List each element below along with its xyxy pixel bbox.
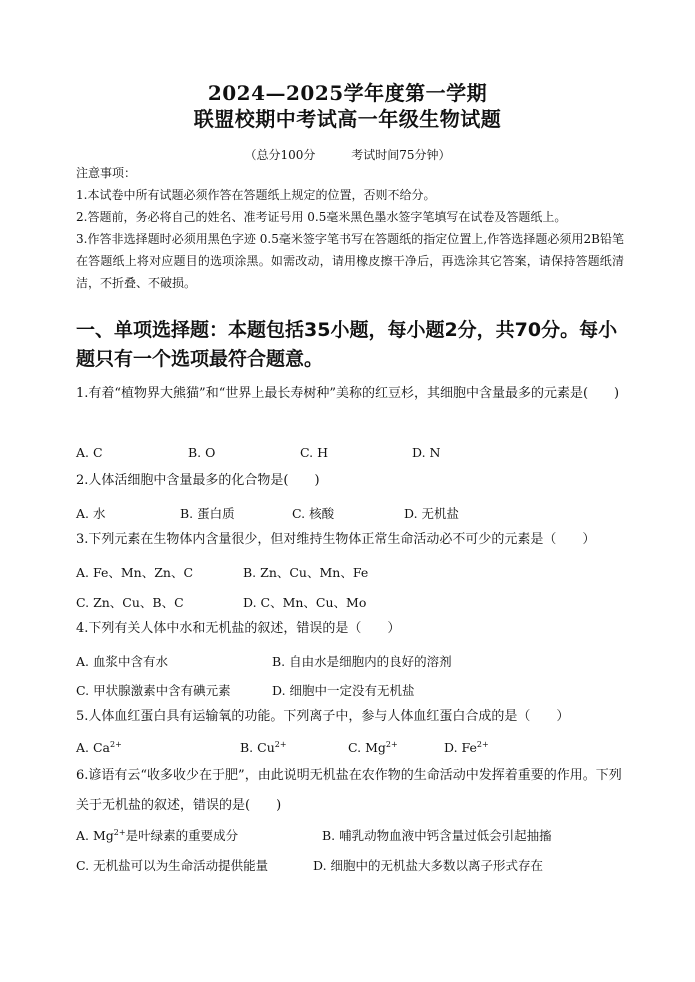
option: B. 自由水是细胞内的良好的溶剂 — [272, 654, 452, 669]
option: A. C — [76, 445, 103, 460]
option — [240, 740, 287, 755]
question-2-stem: 2.人体活细胞中含量最多的化合物是( ) — [76, 473, 320, 488]
ion-charge: 2+ — [385, 740, 398, 749]
option: C. H — [300, 445, 328, 460]
exam-time: 考试时间75分钟） — [351, 148, 451, 162]
option: C. 无机盐可以为生命活动提供能量 — [76, 858, 269, 873]
option: C. Zn、Cu、B、C — [76, 595, 184, 610]
option — [348, 740, 398, 755]
option-text: A. Ca — [76, 740, 110, 756]
option: D. 细胞中一定没有无机盐 — [272, 683, 415, 698]
exam-title-line2: 联盟校期中考试高一年级生物试题 — [193, 107, 502, 131]
option-text-tail: 是叶绿素的重要成分 — [125, 828, 239, 843]
ion-charge: 2+ — [110, 740, 122, 749]
ion-charge: 2+ — [274, 740, 287, 749]
section-heading: 一、单项选择题：本题包括35小题，每小题2分，共70分。每小题只有一个选项最符合题意。 — [76, 319, 618, 370]
option — [76, 826, 238, 844]
option: D. 无机盐 — [404, 506, 460, 521]
option: B. 蛋白质 — [180, 506, 235, 521]
option: C. 甲状腺激素中含有碘元素 — [76, 683, 231, 698]
note-item-2: 2.答题前，务必将自己的姓名、准考证号用 0.5毫米黑色墨水签字笔填写在试卷及答题纸上。 — [76, 210, 567, 224]
total-score: （总分100分 — [244, 148, 316, 162]
option: C. 核酸 — [292, 506, 335, 521]
question-6-stem: 6.谚语有云“收多收少在于肥”，由此说明无机盐在农作物的生命活动中发挥着重要的作用。下列关于无机盐的叙述，错误的是( ) — [76, 768, 622, 813]
question-4-stem: 4.下列有关人体中水和无机盐的叙述，错误的是（ ） — [76, 621, 401, 636]
option: A. 血浆中含有水 — [76, 654, 168, 669]
option: A. 水 — [76, 506, 106, 521]
option: B. Zn、Cu、Mn、Fe — [243, 565, 369, 580]
option: B. O — [188, 445, 216, 460]
option: B. 哺乳动物血液中钙含量过低会引起抽搐 — [322, 828, 552, 843]
ion-charge: 2+ — [476, 740, 489, 749]
option-text: B. Cu — [240, 740, 275, 756]
option: D. C、Mn、Cu、Mo — [243, 595, 367, 610]
option-text: C. Mg — [348, 740, 386, 756]
option: D. N — [412, 445, 441, 460]
question-1-stem: 1.有着“植物界大熊猫”和“世界上最长寿树种”美称的红豆杉，其细胞中含量最多的元素是( ) — [76, 386, 620, 401]
option-text: D. Fe — [444, 740, 477, 756]
exam-meta — [0, 146, 695, 163]
notes-block — [76, 162, 624, 294]
ion-charge: 2+ — [113, 827, 126, 837]
note-item-1: 1.本试卷中所有试题必须作答在答题纸上规定的位置，否则不给分。 — [76, 188, 436, 202]
note-item-3: 3.作答非选择题时必须用黑色字迹 0.5毫米签字笔书写在答题纸的指定位置上,作答选择题必须用2B铅笔在答题纸上将对应题目的选项涂黑。如需改动，请用橡皮擦干净后，再选涂其它答案，请保持答题纸清洁，不折叠、不破损。 — [76, 232, 624, 290]
notes-heading: 注意事项： — [76, 166, 137, 180]
option: A. Fe、Mn、Zn、C — [76, 565, 194, 580]
option: D. 细胞中的无机盐大多数以离子形式存在 — [313, 858, 544, 873]
exam-title-line1: 2024—2025学年度第一学期 — [207, 81, 488, 105]
option — [76, 740, 122, 755]
option — [444, 740, 489, 755]
question-3-stem: 3.下列元素在生物体内含量很少，但对维持生物体正常生命活动必不可少的元素是（ ） — [76, 532, 596, 547]
option-text: A. Mg — [76, 828, 114, 843]
question-5-stem: 5.人体血红蛋白具有运输氧的功能。下列离子中，参与人体血红蛋白合成的是（ ） — [76, 709, 570, 724]
